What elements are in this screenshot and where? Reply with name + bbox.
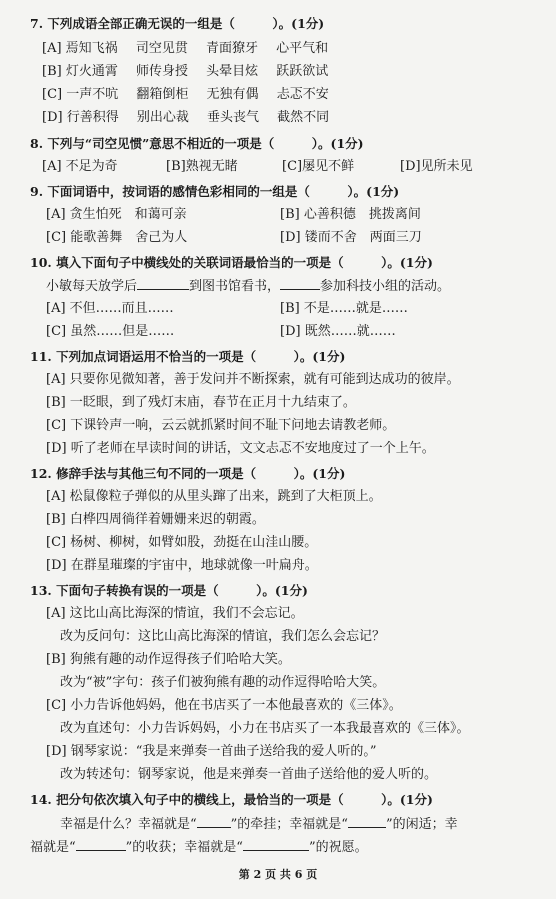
question-14-sentence-line-2 — [30, 838, 368, 857]
fill-blank[interactable] — [137, 277, 189, 290]
question-13-line: [A] 这比山高比海深的情谊，我们不会忘记。 — [46, 606, 304, 621]
question-7-row-b — [42, 63, 328, 81]
question-10-option-d: [D] 既然……就…… — [280, 324, 396, 339]
question-12-stem: 12. 修辞手法与其他三句不同的一项是（ ）。(1分) — [30, 466, 346, 481]
row-cell: 忐忑不安 — [276, 87, 329, 102]
question-11-stem: 11. 下列加点词语运用不恰当的一项是（ ）。(1分) — [30, 349, 346, 364]
question-8-option-d: [D]见所未见 — [400, 159, 473, 174]
question-8-option-b: [B]熟视无睹 — [166, 159, 238, 174]
sentence-part: 到图书馆看书， — [189, 279, 281, 294]
question-11-option-b: [B] 一眨眼，到了残灯末庙，春节在正月十九结束了。 — [46, 395, 356, 410]
question-12-option-c: [C] 杨树、柳树，如臂如股，劲挺在山洼山腰。 — [46, 535, 318, 550]
question-10-option-c: [C] 虽然……但是…… — [46, 324, 175, 339]
question-10-option-a: [A] 不但……而且…… — [46, 301, 174, 316]
question-10-sentence — [46, 277, 450, 296]
sentence-part: ”的祝愿。 — [308, 840, 368, 855]
row-cell: [A] 焉知飞祸 — [42, 41, 118, 56]
question-8-option-c: [C]屡见不鲜 — [282, 159, 355, 174]
question-12-option-b: [B] 白桦四周徜徉着姗姗来迟的朝霞。 — [46, 512, 265, 527]
question-7-row-c — [42, 86, 329, 104]
question-11-option-d: [D] 听了老师在早读时间的讲话，文文忐忑不安地度过了一个上午。 — [46, 441, 435, 456]
question-12-option-a: [A] 松鼠像粒子弹似的从里头蹿了出来，跳到了大柜顶上。 — [46, 489, 382, 504]
row-cell: 别出心裁 — [136, 110, 189, 125]
row-cell: 截然不同 — [277, 110, 330, 125]
question-10-stem: 10. 填入下面句子中横线处的关联词语最恰当的一项是（ ）。(1分) — [30, 255, 433, 270]
sentence-part: ”的牵挂；幸福就是“ — [230, 817, 348, 832]
question-11-option-c: [C] 下课铃声一响，云云就抓紧时间不耻下问地去请教老师。 — [46, 418, 396, 433]
row-cell: [D] 行善积得 — [42, 110, 119, 125]
page-footer: 第 2 页 共 6 页 — [238, 868, 318, 881]
row-cell: 无独有偶 — [206, 87, 259, 102]
question-9-option-b: [B] 心善积德 挑拨离间 — [280, 207, 421, 222]
question-14-sentence-line-1 — [60, 815, 458, 834]
fill-blank[interactable] — [76, 838, 126, 851]
row-cell: 垂头丧气 — [207, 110, 260, 125]
question-9-option-a: [A] 贪生怕死 和蔼可亲 — [46, 207, 187, 222]
question-13-stem: 13. 下面句子转换有误的一项是（ ）。(1分) — [30, 583, 308, 598]
row-cell: [C] 一声不吭 — [42, 87, 119, 102]
question-9-option-c: [C] 能歌善舞 舍己为人 — [46, 230, 188, 245]
fill-blank[interactable] — [197, 815, 231, 828]
question-13-line: [B] 狗熊有趣的动作逗得孩子们哈哈大笑。 — [46, 652, 291, 667]
fill-blank[interactable] — [243, 838, 309, 851]
fill-blank[interactable] — [280, 277, 320, 290]
question-8-option-a: [A] 不足为奇 — [42, 159, 118, 174]
sentence-part: 福就是“ — [30, 840, 76, 855]
sentence-part: ”的收获；幸福就是“ — [125, 840, 243, 855]
question-13-line: [D] 钢琴家说：“我是来弹奏一首曲子送给我的爱人听的。” — [46, 744, 377, 759]
fill-blank[interactable] — [348, 815, 386, 828]
row-cell: 头晕目炫 — [206, 64, 259, 79]
row-cell: 心平气和 — [276, 41, 329, 56]
question-7-stem: 7. 下列成语全部正确无误的一组是（ ）。(1分) — [30, 16, 325, 31]
sentence-part: 小敏每天放学后 — [46, 279, 138, 294]
question-9-stem: 9. 下面词语中，按词语的感情色彩相同的一组是（ ）。(1分) — [30, 184, 400, 199]
question-12-option-d: [D] 在群星璀璨的宇宙中，地球就像一叶扁舟。 — [46, 558, 318, 573]
question-9-option-d: [D] 镂而不舍 两面三刀 — [280, 230, 422, 245]
row-cell: 司空见贯 — [135, 41, 188, 56]
sentence-part: ”的闲适；幸 — [385, 817, 458, 832]
question-7-row-d — [42, 109, 329, 127]
row-cell: 师传身授 — [135, 64, 188, 79]
row-cell: 翻箱倒柜 — [136, 87, 189, 102]
row-cell: [B] 灯火通霄 — [42, 64, 118, 79]
row-cell: 青面獠牙 — [205, 41, 258, 56]
question-13-line: 改为反问句：这比山高比海深的情谊，我们怎么会忘记？ — [60, 629, 386, 644]
question-13-line: 改为转述句：钢琴家说，他是来弹奏一首曲子送给他的爱人听的。 — [60, 767, 438, 782]
question-8-stem: 8. 下列与“司空见惯”意思不相近的一项是（ ）。(1分) — [30, 136, 364, 151]
sentence-part: 参加科技小组的活动。 — [320, 279, 451, 294]
question-13-line: [C] 小力告诉他妈妈，他在书店买了一本他最喜欢的《三体》。 — [46, 698, 402, 713]
question-14-stem: 14. 把分句依次填入句子中的横线上，最恰当的一项是（ ）。(1分) — [30, 792, 433, 807]
question-13-line: 改为“被”字句：孩子们被狗熊有趣的动作逗得哈哈大笑。 — [60, 675, 386, 690]
question-10-option-b: [B] 不是……就是…… — [280, 301, 408, 316]
question-13-line: 改为直述句：小力告诉妈妈，小力在书店买了一本我最喜欢的《三体》。 — [60, 721, 470, 736]
sentence-part: 幸福是什么？幸福就是“ — [60, 817, 197, 832]
row-cell: 跃跃欲试 — [276, 64, 329, 79]
question-7-row-a — [42, 40, 328, 58]
question-11-option-a: [A] 只要你见微知著，善于发问并不断探索，就有可能到达成功的彼岸。 — [46, 372, 460, 387]
